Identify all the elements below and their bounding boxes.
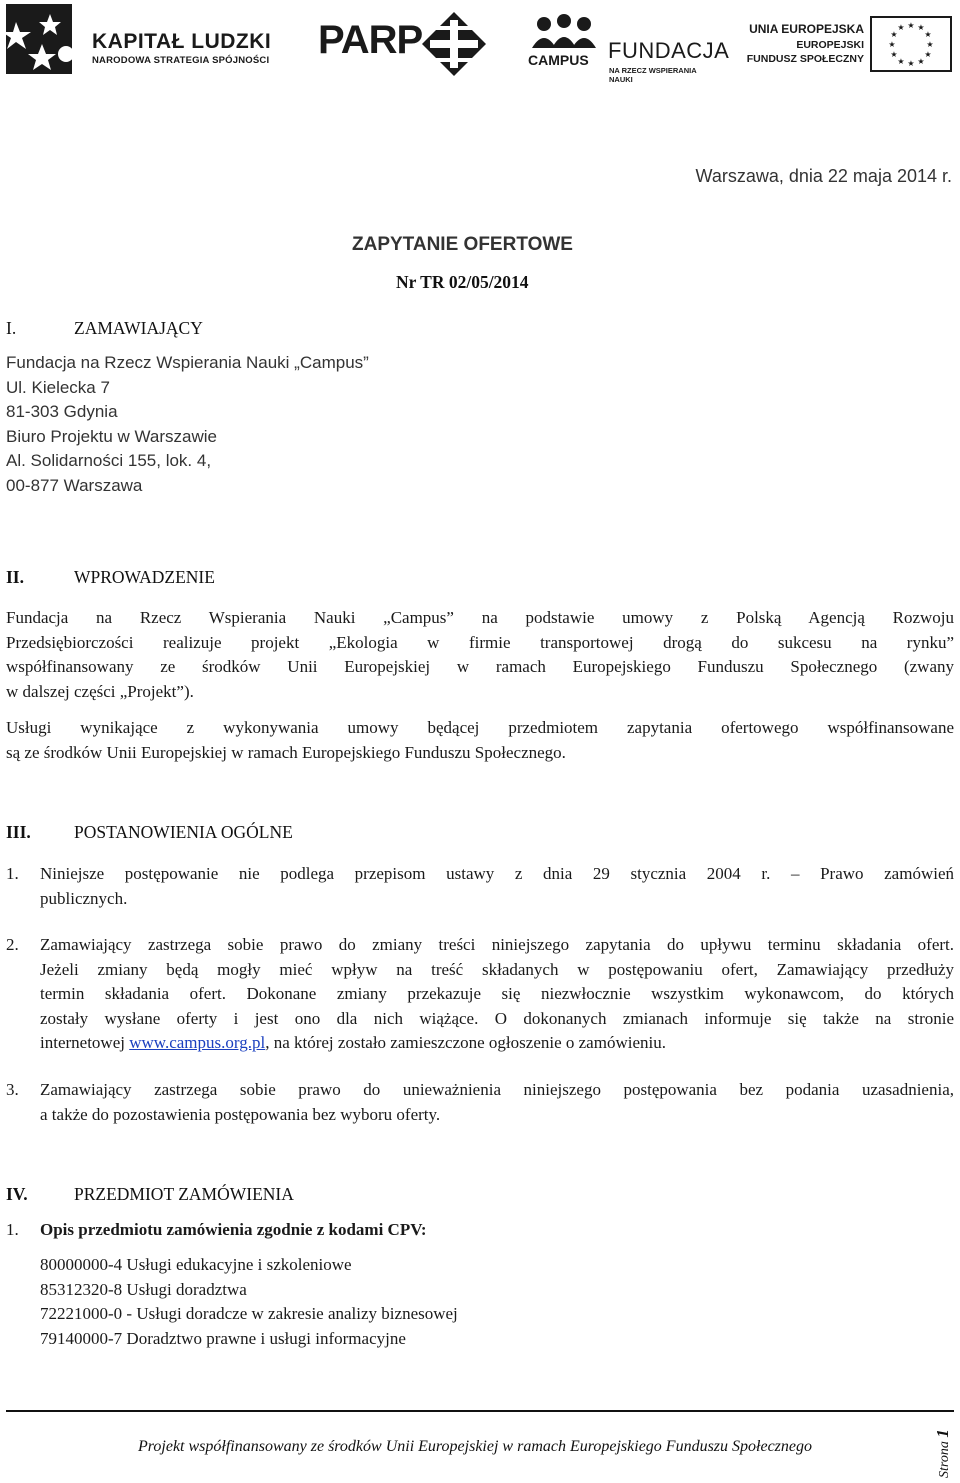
item-line: Zamawiający zastrzega sobie prawo do zmiany treści niniejszego zapytania do upływu terminu składania ofert. [40,935,954,954]
subject-sub-number: 1. [6,1220,19,1239]
footer-text: Projekt współfinansowany ze środków Unii Europejskiej w ramach Europejskiego Funduszu Społecznego [138,1438,812,1455]
svg-text:★: ★ [897,23,905,32]
intro-line: w dalszej części „Projekt”). [6,681,194,701]
parp-title: PARP [318,18,423,62]
fundacja-title: FUNDACJA [608,38,730,63]
item-line: a także do pozostawienia postępowania bez wyboru oferty. [40,1104,441,1124]
item-line-suffix: , na której zostało zamieszczone ogłoszenie o zamówieniu. [265,1033,666,1052]
campus-website-link[interactable]: www.campus.org.pl [129,1033,266,1052]
item-line: termin składania ofert. Dokonane zmiany przekazuje się niezwłocznie wszystkim wykonawcom, do których [40,984,954,1003]
item-line: Niniejsze postępowanie nie podlega przepisom ustawy z dnia 29 stycznia 2004 r. – Prawo zamówień [40,864,954,883]
svg-text:★: ★ [888,40,896,49]
fundacja-subtitle: NA RZECZ WSPIERANIA NAUKI [609,66,697,84]
parp-logo [318,14,488,74]
services-line: są ze środków Unii Europejskiej w ramach Europejskiego Funduszu Społecznego. [6,742,566,762]
kapital-ludzki-emblem-icon [6,4,86,74]
section-2-number: II. [6,567,24,587]
eu-logo [746,16,956,74]
cpv-item: 72221000-0 - Usługi doradcze w zakresie analizy biznesowej [40,1304,458,1323]
general-item-1-number: 1. [6,864,19,883]
address-line: Biuro Projektu w Warszawie [6,426,217,446]
svg-text:★: ★ [897,57,905,66]
kapital-ludzki-subtitle: NARODOWA STRATEGIA SPÓJNOŚCI [92,55,270,66]
eu-line3: FUNDUSZ SPOŁECZNY [746,53,864,65]
eu-title: UNIA EUROPEJSKA [749,22,864,36]
intro-paragraph [6,606,954,704]
address-line: 81-303 Gdynia [6,402,118,421]
svg-text:★: ★ [907,21,915,30]
kapital-ludzki-title: KAPITAŁ LUDZKI [92,30,272,53]
intro-line: współfinansowany ze środków Unii Europejskiej w ramach Europejskiego Funduszu Społecznego (zwany [6,657,954,676]
svg-text:★: ★ [917,23,925,32]
cpv-item: 80000000-4 Usługi edukacyjne i szkoleniowe [40,1255,352,1274]
section-4-title: PRZEDMIOT ZAMÓWIENIA [74,1184,294,1204]
general-item-3 [40,1078,954,1127]
page-number [933,1429,953,1478]
campus-emblem-icon [526,14,602,48]
section-4-number: IV. [6,1184,28,1204]
address-line: Al. Solidarności 155, lok. 4, [6,451,212,470]
eu-line2: EUROPEJSKI [796,39,864,51]
item-line: zostały wysłane oferty i jest ono dla nich wiążące. O dokonanych zmianach informuje się także na stronie [40,1008,954,1028]
orderer-address [6,351,369,498]
subject-sub-title: Opis przedmiotu zamówienia zgodnie z kodami CPV: [40,1220,427,1239]
item-line: publicznych. [40,888,128,908]
page-number-value: 1 [933,1429,952,1438]
item-line: Jeżeli zmiany będą mogły mieć wpływ na treść składanych w postępowaniu ofert, Zamawiający przedłuży [40,959,954,979]
parp-emblem-icon [422,12,486,76]
cpv-item: 85312320-8 Usługi doradztwa [40,1279,247,1299]
document-number: Nr TR 02/05/2014 [396,272,529,292]
general-item-2 [40,933,954,1056]
kapital-ludzki-logo [6,4,276,74]
intro-line: Fundacja na Rzecz Wspierania Nauki „Campus” na podstawie umowy z Polską Agencją Rozwoju [6,608,954,627]
section-1-number: I. [6,318,17,338]
address-line: Ul. Kielecka 7 [6,377,110,397]
services-line: Usługi wynikające z wykonywania umowy będącej przedmiotem zapytania ofertowego współfinansowane [6,718,954,737]
svg-text:★: ★ [924,30,932,39]
intro-line: Przedsiębiorczości realizuje projekt „Ekologia w firmie transportowej drogą do sukcesu na rynku” [6,632,954,652]
section-2-title: WPROWADZENIE [74,567,215,587]
svg-text:★: ★ [890,50,898,59]
section-3-number: III. [6,822,31,842]
address-line: Fundacja na Rzecz Wspierania Nauki „Campus” [6,353,369,372]
item-line: Zamawiający zastrzega sobie prawo do unieważnienia niniejszego postępowania bez podania uzasadnienia, [40,1080,954,1099]
general-item-1 [40,862,954,911]
address-line: 00-877 Warszawa [6,475,143,495]
cpv-item: 79140000-7 Doradztwo prawne i usługi informacyjne [40,1328,406,1348]
item-line-with-link [40,1031,954,1056]
campus-word: CAMPUS [528,52,589,68]
general-item-3-number: 3. [6,1080,19,1099]
page-label: Strona [937,1437,952,1478]
eu-flag-icon [870,16,952,72]
cpv-list [40,1253,458,1351]
svg-text:★: ★ [924,50,932,59]
general-item-2-number: 2. [6,935,19,954]
svg-text:★: ★ [890,30,898,39]
services-paragraph [6,716,954,765]
section-1-title: ZAMAWIAJĄCY [74,318,203,338]
campus-logo [520,14,730,84]
svg-text:★: ★ [926,40,934,49]
item-line-prefix: internetowej [40,1033,130,1052]
document-title: ZAPYTANIE OFERTOWE [352,234,573,255]
svg-text:★: ★ [907,59,915,68]
date-line: Warszawa, dnia 22 maja 2014 r. [695,166,952,186]
footer-divider [6,1410,954,1412]
section-3-title: POSTANOWIENIA OGÓLNE [74,822,293,842]
svg-text:★: ★ [917,57,925,66]
